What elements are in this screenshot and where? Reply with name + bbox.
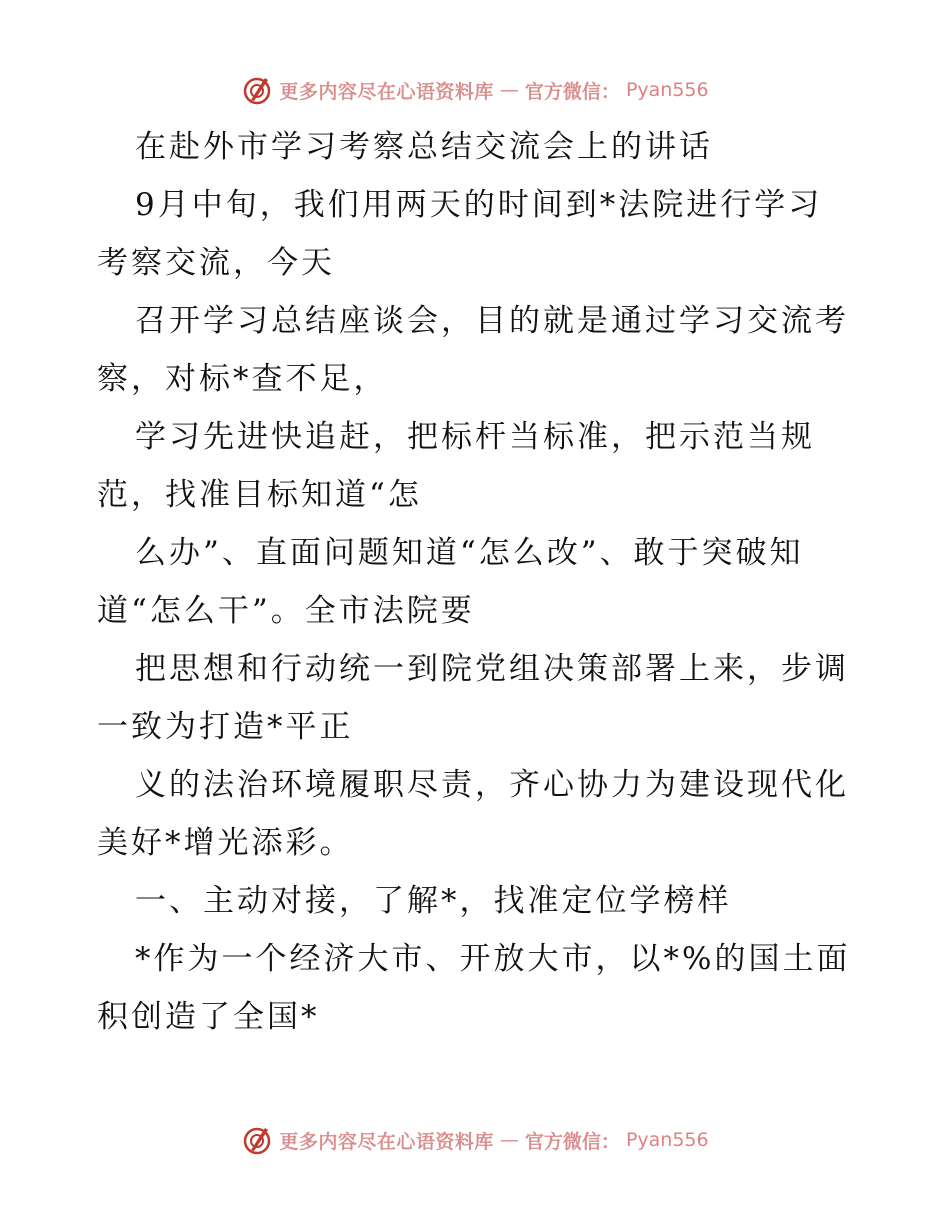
text-line: *作为一个经济大市、开放大市，以*%的国土面: [135, 941, 851, 977]
text-line: 范，找准目标知道“怎: [97, 477, 422, 513]
text-line: 察，对标*查不足，: [97, 361, 388, 397]
text-line: 学习先进快追赶，把标杆当标准，把示范当规: [135, 419, 815, 455]
text-line: 道“怎么干”。全市法院要: [97, 593, 475, 629]
document-body: [97, 118, 857, 1046]
header-watermark: [0, 70, 950, 110]
watermark-separator: —: [499, 1129, 519, 1151]
text-line: 9月中旬，我们用两天的时间到*法院进行学习: [135, 187, 823, 223]
watermark-site: 更多内容尽在心语资料库: [279, 80, 494, 103]
quill-logo-icon: [241, 1124, 273, 1156]
text-line: 考察交流，今天: [97, 245, 335, 281]
footer-watermark: [0, 1120, 950, 1160]
watermark-separator: —: [499, 79, 519, 101]
text-line: 一、主动对接，了解*，找准定位学榜样: [135, 883, 732, 919]
text-line: 召开学习总结座谈会，目的就是通过学习交流考: [135, 303, 849, 339]
watermark-site: 更多内容尽在心语资料库: [279, 1130, 494, 1153]
text-line: 一致为打造*平正: [97, 709, 354, 745]
text-line: 积创造了全国*: [97, 999, 320, 1035]
watermark-id: Pyan556: [625, 1129, 709, 1151]
watermark-label: 官方微信：: [524, 80, 620, 103]
quill-logo-icon: [241, 74, 273, 106]
text-line: 在赴外市学习考察总结交流会上的讲话: [135, 129, 713, 165]
watermark-id: Pyan556: [625, 79, 709, 101]
text-line: 把思想和行动统一到院党组决策部署上来，步调: [135, 651, 849, 687]
text-line: 美好*增光添彩。: [97, 825, 354, 861]
text-line: 么办”、直面问题知道“怎么改”、敢于突破知: [135, 535, 804, 571]
watermark-label: 官方微信：: [524, 1130, 620, 1153]
text-line: 义的法治环境履职尽责，齐心协力为建设现代化: [135, 767, 849, 803]
